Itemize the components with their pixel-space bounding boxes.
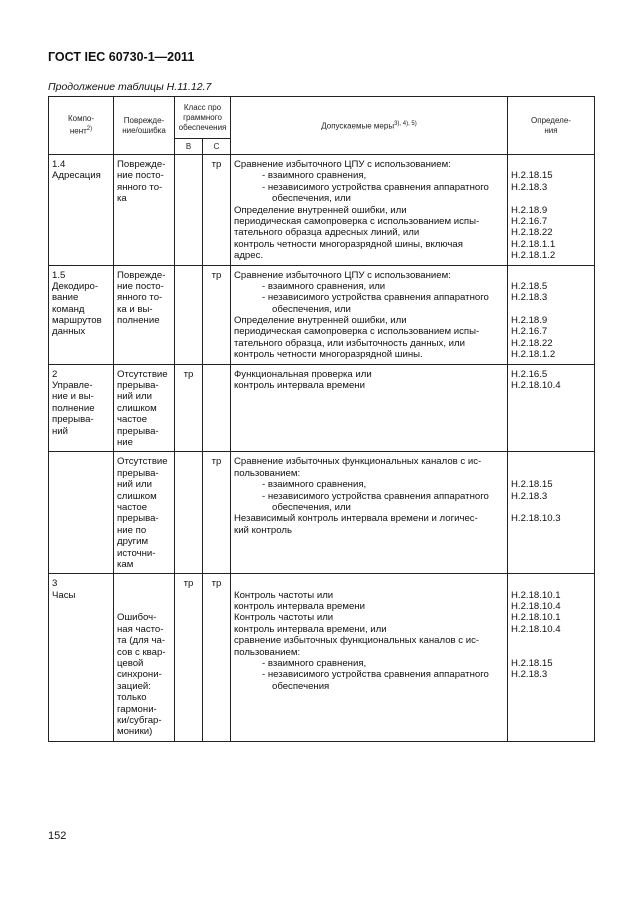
component-line: вание [52,292,79,304]
measure-line: кий контроль [234,524,292,536]
definition-ref: H.2.18.3 [511,292,548,304]
definition-ref: H.2.16.7 [511,215,548,227]
measure-line: Функциональная проверка или [234,368,372,380]
fault-line: гармони- [117,703,157,715]
fault-line: Отсутствие [117,456,168,468]
measure-line: тательного образца, или избыточность данных, или [234,337,465,349]
class-b-cell [175,574,203,741]
definitions-cell [508,452,595,574]
definition-ref: H.2.18.10.3 [511,513,561,525]
component-cell [49,265,114,364]
class-c-cell [203,452,231,574]
fault-line: сов с квар- [117,646,166,658]
measure-line: пользованием: [234,646,301,658]
class-b-mark [178,159,199,170]
definitions-cell [508,265,595,364]
measure-line: Сравнение избыточного ЦПУ с использованием: [234,159,451,170]
fault-line: прерыва- [117,380,159,392]
fault-cell [114,364,175,452]
fault-line: янного то- [117,292,163,304]
fault-cell [114,452,175,574]
definition-ref [511,681,591,692]
fault-line [117,601,171,612]
definition-ref: H.2.18.3 [511,181,548,193]
fault-line: цевой [117,658,144,670]
measure-line: контроль интервала времени [234,601,365,613]
class-c-cell [203,364,231,452]
measure-line: обеспечения, или [272,193,351,205]
component-line: Декодиро- [52,280,99,292]
page-number: 152 [48,830,67,842]
header-fault: Поврежде- ние/ошибка [114,97,175,155]
component-line: данных [52,326,86,338]
measure-line: адрес. [234,250,264,262]
class-b-cell [175,265,203,364]
fault-line: ка [117,193,127,205]
definition-ref: H.2.18.5 [511,280,548,292]
fault-line: прерыва- [117,513,159,525]
fault-line: зацией: [117,680,151,692]
definition-ref: H.2.18.10.1 [511,589,561,601]
measure-line: Независимый контроль интервала времени и логичес- [234,513,478,525]
definitions-cell [508,574,595,741]
class-c-mark: тр [211,269,222,281]
fault-line: та (для ча- [117,635,166,647]
header-class-b: B [175,139,203,155]
measure-line: контроль четности многоразрядной шины. [234,349,423,361]
measure-line: - взаимного сравнения, [262,479,367,491]
measure-line: - взаимного сравнения, [262,170,367,182]
measure-line: периодическая самопроверка с использованием испы- [234,326,480,338]
definition-ref: H.2.18.15 [511,658,553,670]
definition-ref [511,635,591,646]
measure-line: тательного образца адресных линий, или [234,227,420,239]
measure-line: - независимого устройства сравнения аппаратного [262,490,489,502]
component-line: команд [52,303,85,315]
fault-line: Поврежде- [117,159,166,170]
fault-line: янного то- [117,181,163,193]
class-c-cell [203,155,231,266]
measures-cell [231,155,508,266]
class-b-mark [178,270,199,281]
measure-line: - независимого устройства сравнения аппаратного [262,292,489,304]
definition-ref [511,578,591,589]
fault-line [117,590,171,601]
fault-line: частое [117,414,148,426]
definition-ref: H.2.18.9 [511,315,548,327]
component-line: Часы [52,589,76,601]
measure-line: Контроль частоты или [234,589,334,601]
definition-ref: H.2.18.10.4 [511,623,561,635]
fault-line: слишком [117,402,157,414]
definition-ref: H.2.18.10.4 [511,601,561,613]
definition-ref: H.2.18.10.1 [511,612,561,624]
fault-line: кам [117,558,134,570]
measures-cell [231,452,508,574]
component-line: Управле- [52,380,93,392]
component-line: полнение [52,402,95,414]
header-class-c: C [203,139,231,155]
component-cell [49,364,114,452]
fault-line: ний или [117,479,152,491]
fault-line: ние посто- [117,170,164,182]
fault-line: ний или [117,391,152,403]
definition-ref [511,270,591,281]
fault-line: прерыва- [117,467,159,479]
fault-line: ние по [117,524,147,536]
component-line: 1.4 [52,159,66,170]
standard-title: ГОСТ IEC 60730-1—2011 [48,50,195,64]
fault-line: ние посто- [117,280,164,292]
table-row [49,364,595,452]
measure-line: периодическая самопроверка с использованием испы- [234,215,480,227]
definition-ref [511,502,591,513]
component-line: 3 [52,578,58,590]
definition-ref: H.2.18.15 [511,170,553,182]
definition-ref: H.2.18.1.2 [511,250,556,262]
definition-ref: H.2.18.22 [511,337,553,349]
fault-line: синхрони- [117,669,162,681]
definition-ref: H.2.18.9 [511,204,548,216]
measure-line: - независимого устройства сравнения аппаратного [262,181,489,193]
class-c-cell [203,574,231,741]
measure-line: Сравнение избыточных функциональных каналов с ис- [234,456,482,468]
measure-line: Контроль частоты или [234,612,334,624]
measures-cell [231,364,508,452]
measure-line: пользованием: [234,467,301,479]
fault-line: Поврежде- [117,269,166,281]
header-definitions: Определе- ния [508,97,595,155]
fault-line: источни- [117,547,156,559]
component-line: 2 [52,368,58,380]
fault-line: слишком [117,490,157,502]
fault-line: моники) [117,726,153,738]
table-row [49,155,595,266]
component-line: прерыва- [52,414,94,426]
definition-ref [511,193,591,204]
fault-line: ная часто- [117,623,164,635]
class-b-cell [175,452,203,574]
component-line: ний [52,425,69,437]
definition-ref: H.2.18.3 [511,490,548,502]
fault-cell [114,265,175,364]
measure-line: - независимого устройства сравнения аппаратного [262,669,489,681]
fault-line: Ошибоч- [117,612,157,624]
definition-ref: H.2.18.15 [511,479,553,491]
measure-line [234,578,504,589]
class-b-mark: тр [183,368,194,380]
table-continuation-caption: Продолжение таблицы H.11.12.7 [48,81,212,93]
measure-line: обеспечения, или [272,303,351,315]
measures-table [48,96,595,742]
component-cell [49,574,114,741]
measure-line: контроль интервала времени [234,380,365,392]
fault-line: ние [117,436,133,448]
fault-line [117,578,171,589]
header-measures: Допускаемые меры$^{3), 4), 5)}$ [231,97,508,155]
class-b-cell [175,155,203,266]
table-row [49,265,595,364]
measure-line: обеспечения [272,680,330,692]
definition-ref: H.2.18.1.2 [511,349,556,361]
fault-cell [114,155,175,266]
definition-ref [511,468,591,479]
header-component: Компо- нент$^{2)}$ [49,97,114,155]
measure-line: - взаимного сравнения, [262,658,367,670]
component-line: 1.5 [52,269,66,281]
header-software-class: Класс про граммного обеспечения [175,97,231,139]
class-c-mark: тр [211,159,222,170]
fault-line: ка и вы- [117,303,153,315]
definition-ref [511,525,591,536]
fault-line: только [117,692,147,704]
component-line: ние и вы- [52,391,94,403]
component-line: Адресация [52,170,101,182]
class-b-mark: тр [183,578,194,590]
measure-line: контроль интервала времени, или [234,623,387,635]
definition-ref: H.2.18.22 [511,227,553,239]
table-row [49,452,595,574]
fault-line: Отсутствие [117,368,168,380]
measure-line: - взаимного сравнения, или [262,280,386,292]
fault-line: полнение [117,315,160,327]
definition-ref [511,456,591,467]
definitions-cell [508,364,595,452]
class-c-mark: тр [211,578,222,590]
definition-ref: H.2.16.5 [511,368,548,380]
component-cell [49,155,114,266]
definition-ref [511,159,591,170]
class-c-mark [206,369,227,380]
definition-ref: H.2.18.1.1 [511,238,556,250]
component-line: маршрутов [52,315,102,327]
measure-line: обеспечения, или [272,501,351,513]
measures-cell [231,265,508,364]
class-c-cell [203,265,231,364]
fault-line: ки/субгар- [117,714,162,726]
definition-ref [511,304,591,315]
class-c-mark: тр [211,456,222,468]
measure-line: Определение внутренней ошибки, или [234,204,407,216]
definition-ref [511,647,591,658]
measure-line: Определение внутренней ошибки, или [234,315,407,327]
class-b-cell [175,364,203,452]
definition-ref: H.2.18.10.4 [511,380,561,392]
definition-ref: H.2.16.7 [511,326,548,338]
measure-line: сравнение избыточных функциональных каналов с ис- [234,635,480,647]
fault-line: прерыва- [117,425,159,437]
fault-line: частое [117,501,148,513]
definitions-cell [508,155,595,266]
table-row [49,574,595,741]
fault-line: другим [117,536,149,548]
measure-line: контроль четности многоразрядной шины, включая [234,238,463,250]
measures-cell [231,574,508,741]
class-b-mark [178,456,199,467]
measure-line: Сравнение избыточного ЦПУ с использованием: [234,269,451,281]
definition-ref: H.2.18.3 [511,669,548,681]
fault-cell [114,574,175,741]
component-cell [49,452,114,574]
